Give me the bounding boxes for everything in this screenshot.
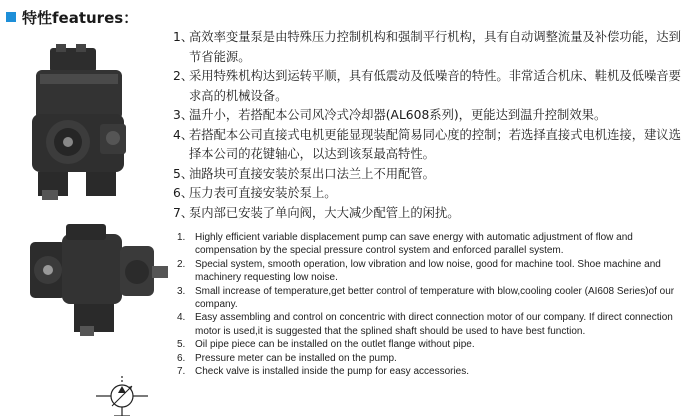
feature-text: 油路块可直接安装於泵出口法兰上不用配管。 <box>189 166 435 181</box>
feature-number: 1. <box>177 232 186 243</box>
pump-photo-bottom <box>24 220 170 340</box>
feature-text: Special system, smooth operation, low vibration and low noise, good for machine tool. Shoe machine and machinery requesting low noise. <box>195 258 661 284</box>
feature-number: 6. <box>177 352 186 364</box>
feature-text: 采用特殊机构达到运转平顺，具有低震动及低噪音的特性。非常适合机床、鞋机及低噪音要求高的机械设备。 <box>189 69 681 103</box>
pump-photo-top <box>22 44 142 204</box>
feature-number: 1、 <box>173 30 194 44</box>
feature-text: 温升小，若搭配本公司风冷式冷却器(AL608系列)，更能达到温升控制效果。 <box>189 108 607 122</box>
feature-cn-item <box>173 184 693 204</box>
feature-cn-item <box>173 204 693 224</box>
feature-en-item <box>177 285 695 312</box>
feature-en-item <box>177 231 695 258</box>
features-list-chinese <box>173 28 693 223</box>
feature-cn-item <box>173 126 693 165</box>
feature-number: 6、 <box>173 186 194 200</box>
feature-number: 7. <box>177 366 186 378</box>
features-title: 特性features： <box>22 8 139 27</box>
feature-en-item <box>177 365 695 378</box>
feature-cn-item <box>173 106 693 126</box>
feature-text: 高效率变量泵是由特殊压力控制机构和强制平行机构，具有自动调整流量及补偿功能，达到节省能源。 <box>189 30 681 64</box>
header-square-bullet <box>6 12 16 22</box>
feature-text: Oil pipe piece can be installed on the outlet flange without pipe. <box>195 339 475 351</box>
feature-en-item <box>177 258 695 285</box>
feature-number: 4. <box>177 312 186 324</box>
feature-number: 2、 <box>173 69 194 83</box>
hydraulic-pump-symbol-icon <box>92 376 152 416</box>
feature-number: 4、 <box>173 127 194 142</box>
feature-number: 5、 <box>173 166 194 181</box>
feature-text: 压力表可直接安装於泵上。 <box>189 186 337 200</box>
feature-number: 3. <box>177 285 186 297</box>
feature-number: 7、 <box>173 205 194 220</box>
feature-number: 2. <box>177 258 186 270</box>
feature-text: Check valve is installed inside the pump for easy accessories. <box>195 366 470 378</box>
feature-text: Small increase of temperature,get better control of temperature with blow,cooling cooler (AI608 Series)of our company. <box>195 285 675 311</box>
feature-text: Easy assembling and control on concentric with direct connection motor of our company. If direct connection motor is used,it is suggested that the splined shaft should be used to have best function. <box>195 312 673 337</box>
feature-number: 5. <box>177 339 186 351</box>
feature-cn-item <box>173 165 693 185</box>
feature-cn-item <box>173 28 693 67</box>
feature-text: Pressure meter can be installed on the pump. <box>195 352 397 364</box>
feature-cn-item <box>173 67 693 106</box>
features-header <box>6 6 138 28</box>
features-list-english <box>177 231 695 378</box>
feature-en-item <box>177 338 695 351</box>
feature-en-item <box>177 352 695 365</box>
feature-number: 3、 <box>173 108 194 122</box>
feature-en-item <box>177 311 695 338</box>
feature-text: 若搭配本公司直接式电机更能显现装配简易同心度的控制；若选择直接式电机连接，建议选择本公司的花键轴心，以达到该泵最高特性。 <box>189 127 681 161</box>
feature-text: 泵内部已安装了单向阀，大大减少配管上的闲扰。 <box>189 205 460 220</box>
feature-text: Highly efficient variable displacement pump can save energy with automatic adjustment of flow and compensation by the special pressure control system and enforced parallel system. <box>195 232 633 257</box>
